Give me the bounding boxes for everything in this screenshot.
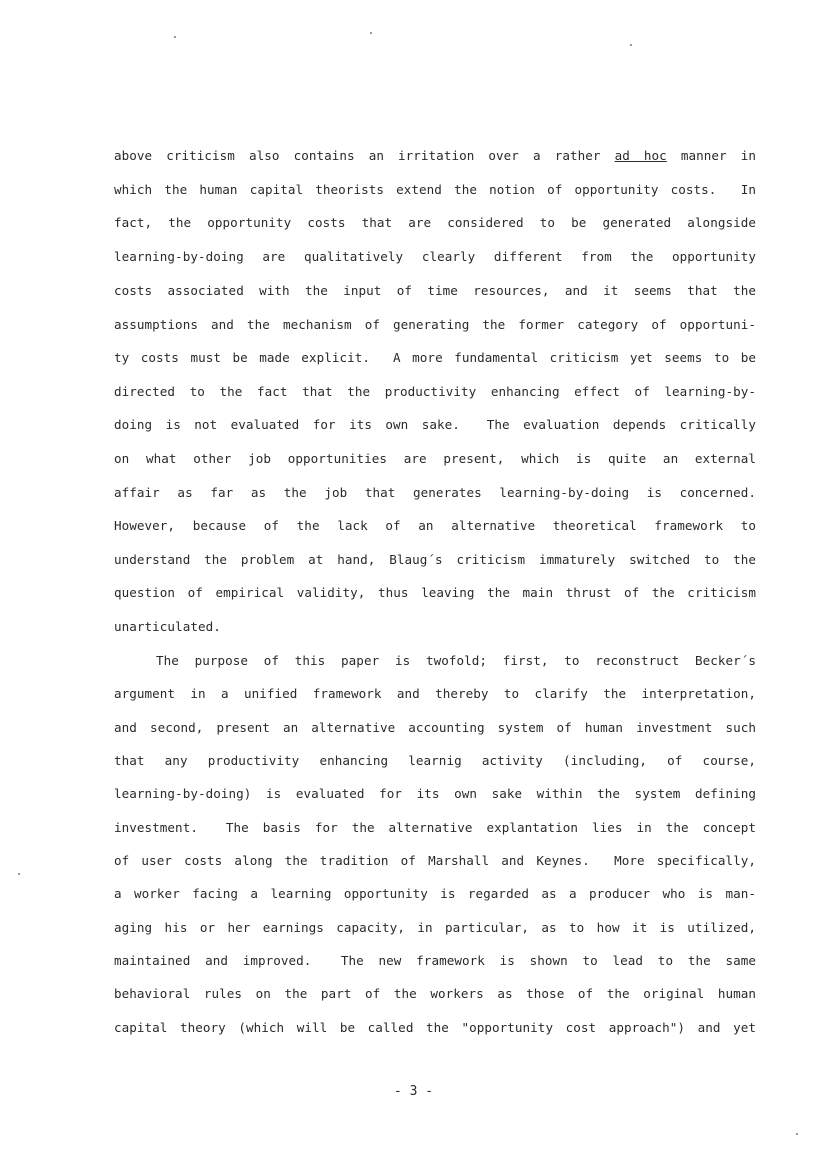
scan-speck	[370, 32, 372, 34]
text-line-6: assumptions and the mechanism of generating the former category of opportuni-	[114, 317, 756, 332]
text-line-4: learning-by-doing are qualitatively clearly different from the opportunity	[114, 249, 756, 264]
text-line-5: costs associated with the input of time resources, and it seems that the	[114, 283, 756, 298]
text-line-24: aging his or her earnings capacity, in particular, as to how it is utilized,	[114, 920, 756, 935]
text-line-9: doing is not evaluated for its own sake. The evaluation depends critically	[114, 417, 756, 432]
scan-speck	[174, 36, 176, 38]
text-line-8: directed to the fact that the productivity enhancing effect of learning-by-	[114, 384, 756, 399]
ad-hoc-term: ad hoc	[614, 148, 667, 163]
text-line-15: unarticulated.	[114, 619, 221, 634]
text-line-23: a worker facing a learning opportunity is regarded as a producer who is man-	[114, 886, 756, 901]
text-line-2: which the human capital theorists extend the notion of opportunity costs. In	[114, 182, 756, 197]
line-1-end: manner in	[666, 148, 756, 163]
text-line-12: However, because of the lack of an alternative theoretical framework to	[114, 518, 756, 533]
text-line-10: on what other job opportunities are present, which is quite an external	[114, 451, 756, 466]
page-number: - 3 -	[393, 1084, 434, 1099]
text-line-11: affair as far as the job that generates learning-by-doing is concerned.	[114, 485, 756, 500]
text-line-13: understand the problem at hand, Blaug´s criticism immaturely switched to the	[114, 552, 756, 567]
text-line-16: The purpose of this paper is twofold; first, to reconstruct Becker´s	[156, 653, 756, 668]
text-line-20: learning-by-doing) is evaluated for its own sake within the system defining	[114, 786, 756, 801]
text-line-27: capital theory (which will be called the "opportunity cost approach") and yet	[114, 1020, 756, 1035]
scan-speck	[796, 1133, 798, 1135]
text-line-26: behavioral rules on the part of the workers as those of the original human	[114, 986, 756, 1001]
text-line-3: fact, the opportunity costs that are considered to be generated alongside	[114, 215, 756, 230]
text-line-22: of user costs along the tradition of Marshall and Keynes. More specifically,	[114, 853, 756, 868]
text-line-17: argument in a unified framework and thereby to clarify the interpretation,	[114, 686, 756, 701]
text-line-21: investment. The basis for the alternative explantation lies in the concept	[114, 820, 756, 835]
text-line-18: and second, present an alternative accounting system of human investment such	[114, 720, 756, 735]
text-line-1	[114, 145, 756, 167]
scan-speck	[630, 44, 632, 46]
scan-speck	[18, 873, 20, 875]
text-line-19: that any productivity enhancing learnig activity (including, of course,	[114, 753, 756, 768]
text-line-25: maintained and improved. The new framework is shown to lead to the same	[114, 953, 756, 968]
text-line-7: ty costs must be made explicit. A more fundamental criticism yet seems to be	[114, 350, 756, 365]
text-line-14: question of empirical validity, thus leaving the main thrust of the criticism	[114, 585, 756, 600]
line-1-start: above criticism also contains an irritation over a rather	[114, 148, 615, 163]
